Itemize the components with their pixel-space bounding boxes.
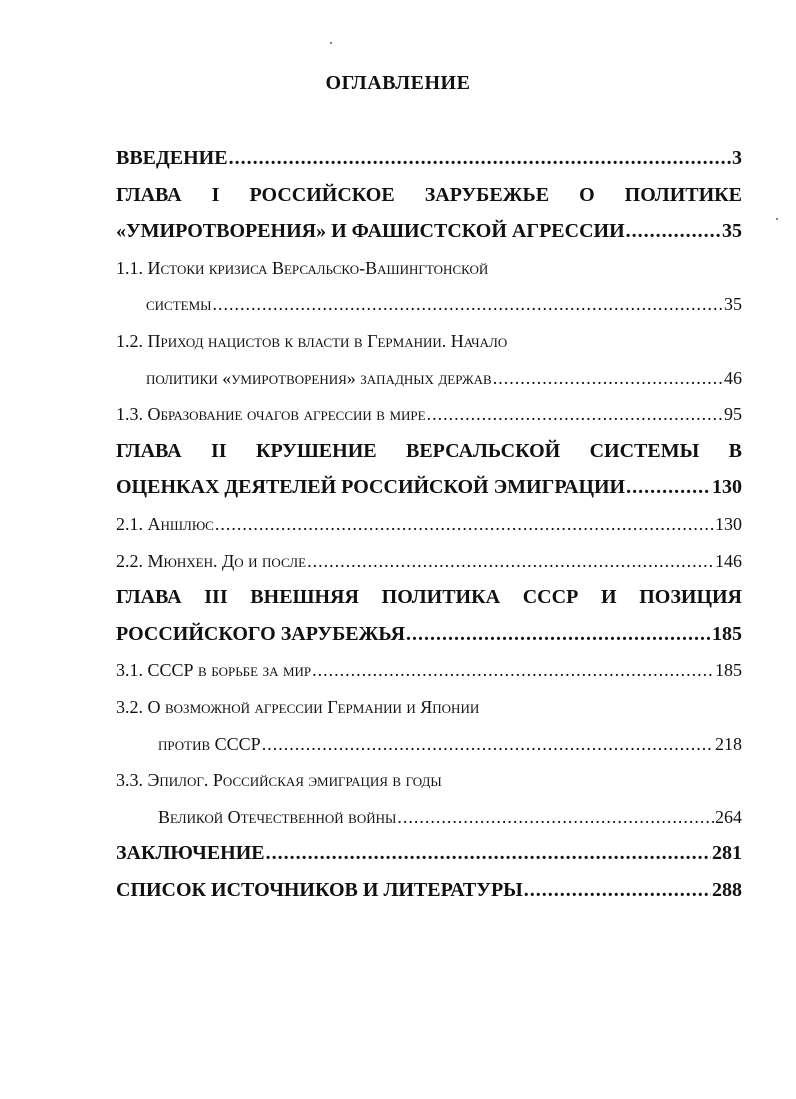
toc-section-2-1: 2.1. Аншлюс ..... 130: [116, 506, 742, 543]
dot-leader: [626, 213, 721, 250]
toc-entry-sources: СПИСОК ИСТОЧНИКОВ И ЛИТЕРАТУРЫ ..... 288: [116, 872, 742, 909]
page-number: 130: [715, 513, 742, 534]
page-number: 288: [712, 878, 742, 901]
page-number: 146: [715, 550, 742, 571]
dot-leader: [493, 360, 723, 397]
dot-leader: [215, 506, 714, 543]
toc-chapter-1: «УМИРОТВОРЕНИЯ» И ФАШИСТСКОЙ АГРЕССИИ ..... 35: [116, 213, 742, 250]
page-number: 130: [712, 476, 742, 499]
toc-chapter-1-heading: ГЛАВА I РОССИЙСКОЕ ЗАРУБЕЖЬЕ О ПОЛИТИКЕ: [116, 183, 742, 206]
page-number: 35: [722, 220, 742, 243]
toc-section-2-2: 2.2. Мюнхен. До и после ..... 146: [116, 543, 742, 580]
page-number: 46: [724, 367, 742, 388]
page-number: 95: [724, 404, 742, 425]
dot-leader: [262, 726, 714, 763]
dot-leader: [397, 799, 714, 836]
dot-leader: [312, 652, 714, 689]
page-number: 281: [712, 842, 742, 865]
toc-section-1-1-heading: 1.1. Истоки кризиса Версальско-Вашингтонской: [116, 257, 489, 278]
table-of-contents: [116, 140, 742, 908]
toc-section-1-3: 1.3. Образование очагов агрессии в мире ..... 95: [116, 396, 742, 433]
page-number: 185: [715, 660, 742, 681]
toc-entry-conclusion: ЗАКЛЮЧЕНИЕ ..... 281: [116, 835, 742, 872]
toc-chapter-2-heading: ГЛАВА II КРУШЕНИЕ ВЕРСАЛЬСКОЙ СИСТЕМЫ В: [116, 439, 742, 462]
dot-leader: [229, 140, 731, 177]
dot-leader: [406, 616, 711, 653]
page-number: 185: [712, 622, 742, 645]
dot-leader: [266, 835, 711, 872]
scan-speck: [776, 218, 778, 220]
toc-chapter-3-heading: ГЛАВА III ВНЕШНЯЯ ПОЛИТИКА СССР И ПОЗИЦИЯ: [116, 586, 742, 609]
toc-section-3-2: против СССР ..... 218: [116, 726, 742, 763]
toc-section-3-1: 3.1. СССР в борьбе за мир ..... 185: [116, 652, 742, 689]
page-number: 264: [715, 806, 742, 827]
toc-section-1-2: политики «умиротворения» западных держав ..... 46: [116, 360, 742, 397]
toc-section-1-2-heading: 1.2. Приход нацистов к власти в Германии. Начало: [116, 330, 508, 351]
dot-leader: [626, 469, 711, 506]
toc-chapter-2: ОЦЕНКАХ ДЕЯТЕЛЕЙ РОССИЙСКОЙ ЭМИГРАЦИИ ..... 130: [116, 469, 742, 506]
toc-entry-intro: ВВЕДЕНИЕ ..... 3: [116, 140, 742, 177]
toc-section-3-3-heading: 3.3. Эпилог. Российская эмиграция в годы: [116, 770, 442, 791]
toc-chapter-3: РОССИЙСКОГО ЗАРУБЕЖЬЯ ..... 185: [116, 616, 742, 653]
dot-leader: [427, 396, 723, 433]
dot-leader: [524, 872, 711, 909]
page-title: ОГЛАВЛЕНИЕ: [325, 72, 471, 94]
page-number: 3: [732, 147, 742, 169]
page-number: 218: [715, 733, 742, 754]
page-number: 35: [724, 294, 742, 315]
toc-section-3-2-heading: 3.2. О возможной агрессии Германии и Японии: [116, 696, 480, 717]
toc-section-1-1: системы ..... 35: [116, 286, 742, 323]
scan-speck: [330, 42, 332, 44]
dot-leader: [307, 543, 714, 580]
toc-section-3-3: Великой Отечественной войны ..... 264: [116, 799, 742, 836]
dot-leader: [213, 286, 723, 323]
